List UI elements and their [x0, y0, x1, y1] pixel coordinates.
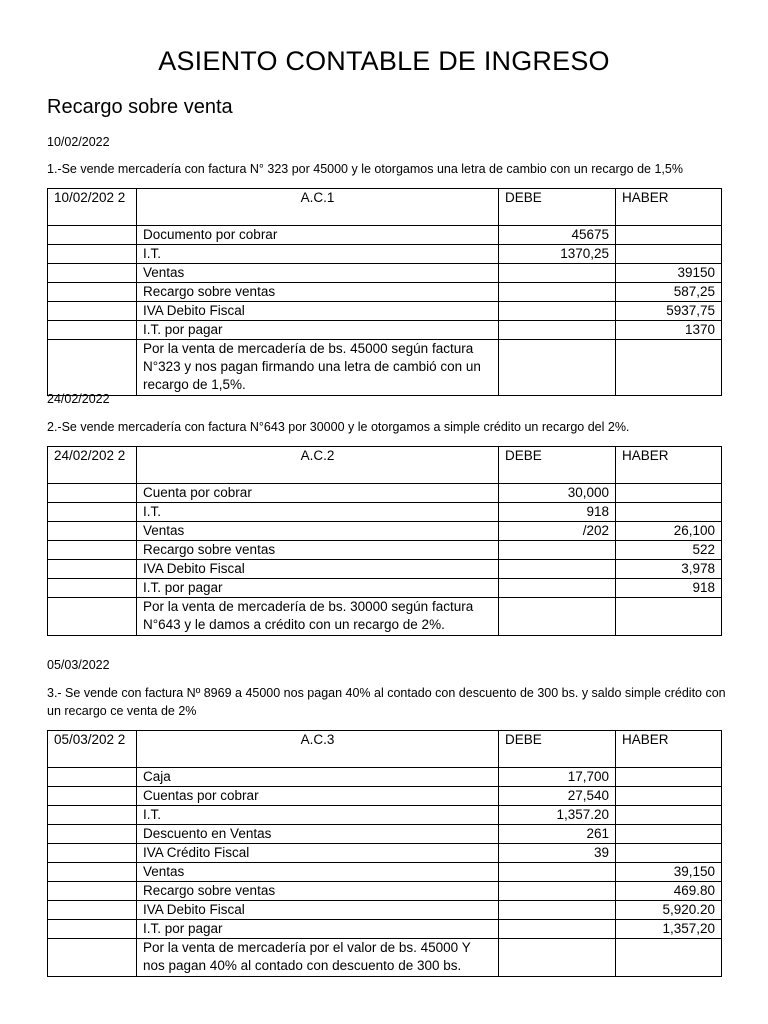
debe-value [499, 264, 616, 283]
account-name: Cuentas por cobrar [137, 787, 499, 806]
header-code: A.C.2 [137, 447, 499, 484]
account-name: Documento por cobrar [137, 226, 499, 245]
debe-value [499, 901, 616, 920]
account-name: I.T. [137, 806, 499, 825]
debe-value: 261 [499, 825, 616, 844]
haber-value: 587,25 [616, 283, 722, 302]
ledger-row [48, 541, 722, 560]
account-name: I.T. por pagar [137, 579, 499, 598]
header-code: A.C.1 [137, 189, 499, 226]
haber-value: 5,920.20 [616, 901, 722, 920]
header-haber: HABER [616, 189, 722, 226]
ledger-row [48, 901, 722, 920]
haber-value [616, 806, 722, 825]
debe-value [499, 321, 616, 340]
haber-value: 1370 [616, 321, 722, 340]
ledger-row [48, 825, 722, 844]
debe-value: /202 [499, 522, 616, 541]
ledger-table-2 [47, 446, 722, 636]
debe-value: 1,357.20 [499, 806, 616, 825]
ledger-row [48, 283, 722, 302]
debe-value: 39 [499, 844, 616, 863]
document-subtitle: Recargo sobre venta [47, 96, 233, 118]
header-date: 24/02/202 2 [48, 447, 137, 484]
debe-value [499, 283, 616, 302]
ledger-row [48, 484, 722, 503]
header-debe: DEBE [499, 731, 616, 768]
ledger-row [48, 522, 722, 541]
entry-3-date: 05/03/2022 [47, 658, 110, 672]
entry-1-date: 10/02/2022 [47, 135, 110, 149]
ledger-header-row [48, 731, 722, 768]
account-name: IVA Debito Fiscal [137, 560, 499, 579]
haber-value: 26,100 [616, 522, 722, 541]
haber-value: 522 [616, 541, 722, 560]
account-name: I.T. por pagar [137, 920, 499, 939]
debe-value: 27,540 [499, 787, 616, 806]
debe-value [499, 882, 616, 901]
ledger-row [48, 806, 722, 825]
debe-value: 30,000 [499, 484, 616, 503]
haber-value [616, 844, 722, 863]
haber-value: 39150 [616, 264, 722, 283]
ledger-row [48, 787, 722, 806]
haber-value [616, 226, 722, 245]
haber-value [616, 768, 722, 787]
haber-value: 1,357,20 [616, 920, 722, 939]
ledger-row [48, 768, 722, 787]
haber-value: 469.80 [616, 882, 722, 901]
haber-value [616, 825, 722, 844]
haber-value: 5937,75 [616, 302, 722, 321]
header-debe: DEBE [499, 189, 616, 226]
ledger-row [48, 863, 722, 882]
ledger-row [48, 245, 722, 264]
header-haber: HABER [616, 447, 722, 484]
header-code: A.C.3 [137, 731, 499, 768]
ledger-table-3 [47, 730, 722, 977]
ledger-row [48, 264, 722, 283]
ledger-row [48, 321, 722, 340]
entry-description: Por la venta de mercadería de bs. 30000 según factura N°643 y le damos a crédito con un recargo de 2%. [137, 598, 499, 636]
account-name: I.T. por pagar [137, 321, 499, 340]
entry-2-date: 24/02/2022 [47, 392, 110, 406]
entry-description: Por la venta de mercadería por el valor de bs. 45000 Y nos pagan 40% al contado con descuento de 300 bs. [137, 939, 499, 977]
account-name: Cuenta por cobrar [137, 484, 499, 503]
ledger-row [48, 503, 722, 522]
account-name: I.T. [137, 245, 499, 264]
entry-3-statement: 3.- Se vende con factura Nº 8969 a 45000 nos pagan 40% al contado con descuento de 300 bs. y saldo simple crédito con un recargo ce venta de 2% [47, 686, 726, 718]
haber-value [616, 787, 722, 806]
ledger-row [48, 302, 722, 321]
account-name: Recargo sobre ventas [137, 541, 499, 560]
haber-value: 39,150 [616, 863, 722, 882]
ledger-row [48, 920, 722, 939]
debe-value [499, 541, 616, 560]
account-name: IVA Crédito Fiscal [137, 844, 499, 863]
haber-value: 918 [616, 579, 722, 598]
debe-value [499, 920, 616, 939]
account-name: Recargo sobre ventas [137, 882, 499, 901]
debe-value [499, 863, 616, 882]
debe-value [499, 560, 616, 579]
ledger-description-row [48, 598, 722, 636]
header-date: 10/02/202 2 [48, 189, 137, 226]
ledger-description-row [48, 939, 722, 977]
account-name: Caja [137, 768, 499, 787]
header-date: 05/03/202 2 [48, 731, 137, 768]
account-name: Ventas [137, 264, 499, 283]
account-name: IVA Debito Fiscal [137, 302, 499, 321]
entry-2-statement: 2.-Se vende mercadería con factura N°643 por 30000 y le otorgamos a simple crédito un recargo del 2%. [47, 420, 630, 434]
account-name: IVA Debito Fiscal [137, 901, 499, 920]
debe-value: 1370,25 [499, 245, 616, 264]
account-name: Recargo sobre ventas [137, 283, 499, 302]
document-title: ASIENTO CONTABLE DE INGRESO [158, 46, 610, 76]
ledger-header-row [48, 189, 722, 226]
account-name: I.T. [137, 503, 499, 522]
haber-value [616, 503, 722, 522]
account-name: Ventas [137, 863, 499, 882]
account-name: Descuento en Ventas [137, 825, 499, 844]
ledger-row [48, 579, 722, 598]
debe-value [499, 302, 616, 321]
debe-value: 17,700 [499, 768, 616, 787]
debe-value: 918 [499, 503, 616, 522]
ledger-description-row [48, 340, 722, 396]
header-debe: DEBE [499, 447, 616, 484]
entry-description: Por la venta de mercadería de bs. 45000 según factura N°323 y nos pagan firmando una letra de cambió con un recargo de 1,5%. [137, 340, 499, 396]
ledger-row [48, 560, 722, 579]
header-haber: HABER [616, 731, 722, 768]
account-name: Ventas [137, 522, 499, 541]
haber-value [616, 484, 722, 503]
ledger-row [48, 844, 722, 863]
entry-1-statement: 1.-Se vende mercadería con factura N° 323 por 45000 y le otorgamos una letra de cambio con un recargo de 1,5% [47, 162, 683, 176]
debe-value [499, 579, 616, 598]
ledger-row [48, 882, 722, 901]
ledger-header-row [48, 447, 722, 484]
haber-value [616, 245, 722, 264]
haber-value: 3,978 [616, 560, 722, 579]
ledger-table-1 [47, 188, 722, 396]
debe-value: 45675 [499, 226, 616, 245]
ledger-row [48, 226, 722, 245]
